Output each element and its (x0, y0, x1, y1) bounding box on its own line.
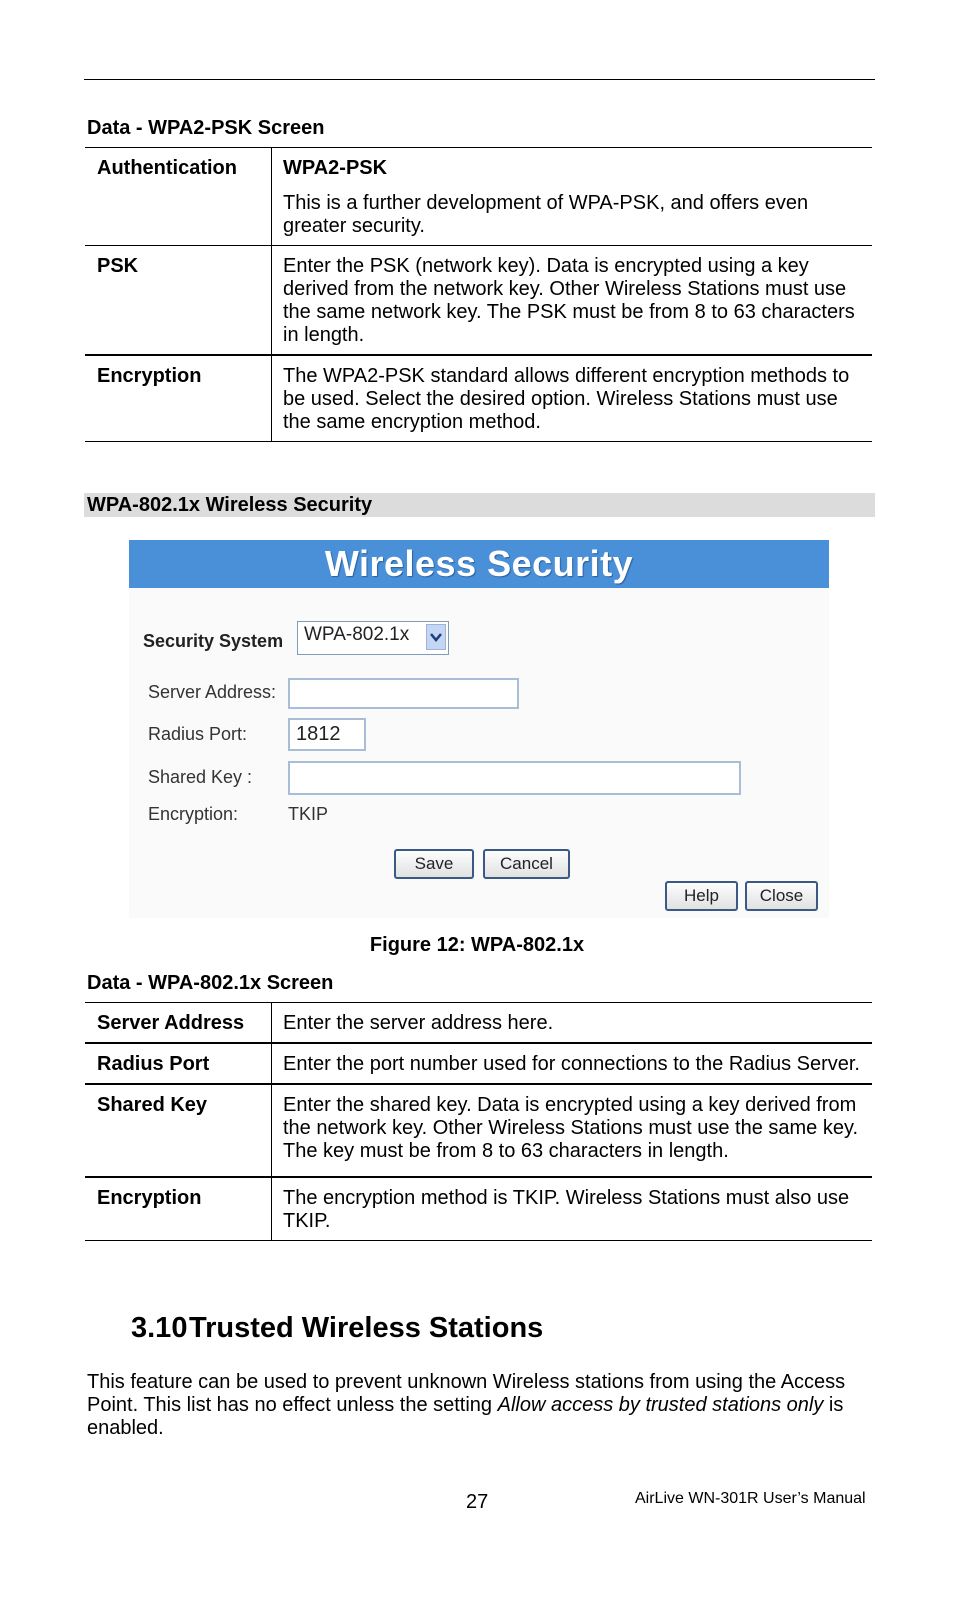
wpa2-table-caption: Data - WPA2-PSK Screen (87, 117, 325, 139)
encryption-label: Encryption: (148, 804, 239, 824)
close-button[interactable]: Close (745, 881, 818, 911)
body-emphasis: Allow access by trusted stations only (497, 1394, 824, 1416)
row-key: PSK (85, 246, 272, 356)
table-row (85, 1177, 872, 1241)
body-paragraph (87, 1371, 877, 1440)
row-key: Radius Port (85, 1043, 272, 1084)
body-text-after: is enabled. (87, 1394, 844, 1439)
row-desc: Enter the port number used for connections to the Radius Server. (283, 1053, 860, 1075)
screenshot-title: Wireless Security (324, 543, 634, 584)
row-desc: The WPA2-PSK standard allows different encryption methods to be used. Select the desired option. Wireless Stations must use the same encryption method. (283, 365, 850, 433)
security-system-value: WPA-802.1x (304, 624, 410, 645)
section-title: WPA-802.1x Wireless Security (87, 494, 373, 516)
row-key: Shared Key (85, 1084, 272, 1177)
row-key: Encryption (85, 1177, 272, 1241)
figure-caption: Figure 12: WPA-802.1x (369, 934, 585, 956)
row-text: This is a further development of WPA-PSK, and offers even greater security. (283, 192, 809, 237)
body-text-before: This feature can be used to prevent unknown Wireless stations from using the Access Point. This list has no effect unless the setting (87, 1371, 846, 1416)
row-key: Server Address (85, 1003, 272, 1044)
row-desc (272, 148, 873, 246)
page-number: 27 (466, 1491, 489, 1513)
row-desc: Enter the PSK (network key). Data is encrypted using a key derived from the network key. Other Wireless Stations must use the same network key. The PSK must be from 8 to 63 characters in length. (283, 255, 855, 346)
security-system-label: Security System (143, 631, 284, 651)
help-button[interactable]: Help (665, 881, 738, 911)
row-title: WPA2-PSK (283, 157, 388, 179)
encryption-value: TKIP (288, 804, 329, 824)
cancel-button[interactable]: Cancel (483, 849, 570, 879)
screenshot-header (129, 540, 829, 588)
row-desc: The encryption method is TKIP. Wireless Stations must also use TKIP. (283, 1187, 850, 1232)
security-system-select[interactable] (297, 621, 449, 655)
wpa2-data-table (85, 147, 872, 442)
shared-key-input[interactable] (288, 761, 741, 795)
wpa8021x-data-table (85, 1002, 872, 1241)
wireless-security-screenshot (129, 540, 829, 918)
chevron-down-icon[interactable] (426, 624, 446, 650)
table-row (85, 355, 872, 442)
section-3-10-heading (131, 1312, 543, 1345)
table-row (85, 148, 872, 246)
table-row (85, 246, 872, 356)
server-address-input[interactable] (288, 678, 519, 709)
table-row (85, 1043, 872, 1084)
row-desc: Enter the server address here. (283, 1012, 554, 1034)
save-button[interactable]: Save (394, 849, 474, 879)
heading-number: 3.10 (131, 1312, 188, 1344)
section-heading (84, 493, 875, 517)
radius-port-input[interactable]: 1812 (288, 718, 366, 751)
header-rule (84, 79, 875, 80)
table-row (85, 1084, 872, 1177)
heading-title: Trusted Wireless Stations (189, 1312, 544, 1344)
table-row (85, 1003, 872, 1044)
radius-port-label: Radius Port: (148, 724, 248, 744)
row-key: Encryption (85, 355, 272, 442)
row-key: Authentication (85, 148, 272, 246)
shared-key-label: Shared Key : (148, 767, 253, 787)
manual-title: AirLive WN-301R User’s Manual (635, 1490, 866, 1507)
row-desc: Enter the shared key. Data is encrypted using a key derived from the network key. Other Wireless Stations must use the same key. The key must be from 8 to 63 characters in length. (283, 1094, 859, 1162)
wpa8021x-table-caption: Data - WPA-802.1x Screen (87, 972, 334, 994)
server-address-label: Server Address: (148, 682, 277, 702)
